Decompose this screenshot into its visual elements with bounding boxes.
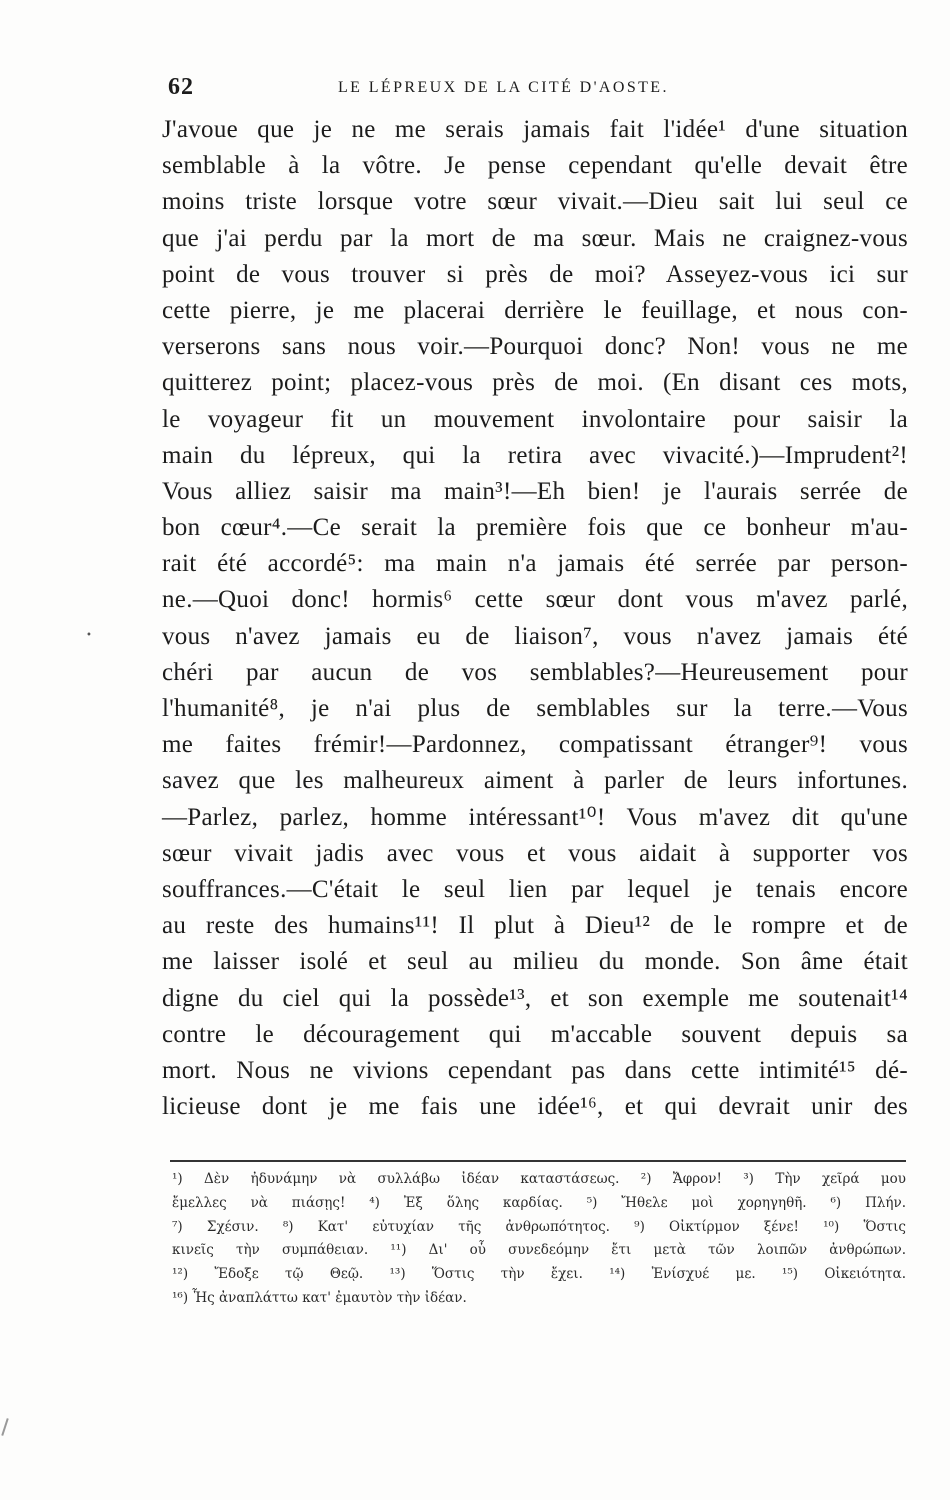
body-line: contre le découragement qui m'accable souvent depuis sa [162, 1020, 908, 1048]
body-line: me laisser isolé et seul au milieu du monde. Son âme était [162, 948, 908, 976]
margin-scratch [1, 1418, 8, 1436]
body-line: digne du ciel qui la possède¹³, et son exemple me soutenait¹⁴ [162, 984, 908, 1012]
body-line: verserons sans nous voir.—Pourquoi donc? Non! vous ne me [162, 333, 908, 361]
body-line: point de vous trouver si près de moi? Asseyez-vous ici sur [162, 260, 908, 288]
margin-speck: • [86, 630, 92, 641]
footnote-line: ¹⁶) Ἧς ἀναπλάττω κατ' ἐμαυτὸν τὴν ἰδέαν. [172, 1289, 467, 1306]
footnote-line: κινεῖς τὴν συμπάθειαν. ¹¹) Δι' οὗ συνεδεόμην ἔτι μετὰ τῶν λοιπῶν ἀνθρώπων. [172, 1242, 906, 1259]
body-line: ne.—Quoi donc! hormis⁶ cette sœur dont vous m'avez parlé, [162, 586, 908, 614]
footnote-line: ⁷) Σχέσιν. ⁸) Κατ' εὐτυχίαν τῆς ἀνθρωπότητος. ⁹) Οἰκτίρμον ξένε! ¹⁰) Ὅστις [172, 1218, 906, 1235]
body-line: cette pierre, je me placerai derrière le feuillage, et nous con- [162, 296, 908, 324]
body-line: chéri par aucun de vos semblables?—Heureusement pour [162, 658, 908, 686]
footnotes [172, 1168, 906, 1311]
body-line: l'humanité⁸, je n'ai plus de semblables sur la terre.—Vous [162, 695, 908, 722]
running-head [168, 74, 908, 100]
footnote-line: ἔμελλες νὰ πιάσῃς! ⁴) Ἐξ ὅλης καρδίας. ⁵) Ἤθελε μοὶ χορηγηθῆ. ⁶) Πλήν. [172, 1194, 906, 1211]
body-line: au reste des humains¹¹! Il plut à Dieu¹² de le rompre et de [162, 912, 908, 940]
footnote-rule [170, 1160, 906, 1162]
body-line: semblable à la vôtre. Je pense cependant qu'elle devait être [162, 152, 908, 180]
body-line: rait été accordé⁵: ma main n'a jamais été serrée par person- [162, 550, 908, 578]
footnote-line: ¹) Δὲν ἠδυνάμην νὰ συλλάβω ἰδέαν καταστάσεως. ²) Ἄφρον! ³) Τὴν χεῖρά μου [172, 1171, 906, 1187]
body-line: savez que les malheureux aiment à parler de leurs infortunes. [162, 767, 908, 795]
body-line: mort. Nous ne vivions cependant pas dans cette intimité¹⁵ dé- [162, 1056, 908, 1084]
body-line: souffrances.—C'était le seul lien par lequel je tenais encore [162, 875, 908, 903]
body-line: licieuse dont je me fais une idée¹⁶, et qui devrait unir des [162, 1093, 908, 1121]
body-line: vous n'avez jamais eu de liaison⁷, vous n'avez jamais été [162, 622, 908, 650]
body-line: bon cœur⁴.—Ce serait la première fois que ce bonheur m'au- [162, 514, 908, 542]
page-number: 62 [168, 74, 194, 100]
body-line: main du lépreux, qui la retira avec vivacité.)—Imprudent²! [162, 441, 908, 469]
body-line: sœur vivait jadis avec vous et vous aidait à supporter vos [162, 839, 908, 867]
body-line: quitterez point; placez-vous près de moi. (En disant ces mots, [162, 369, 908, 397]
body-line: me faites frémir!—Pardonnez, compatissant étranger⁹! vous [162, 731, 908, 759]
body-text [162, 112, 908, 1125]
body-line: Vous alliez saisir ma main³!—Eh bien! je l'aurais serrée de [162, 477, 908, 505]
footnote-line: ¹²) Ἔδοξε τῷ Θεῷ. ¹³) Ὅστις τὴν ἔχει. ¹⁴) Ἐνίσχυέ με. ¹⁵) Οἰκειότητα. [172, 1266, 906, 1283]
body-line: que j'ai perdu par la mort de ma sœur. Mais ne craignez-vous [162, 224, 908, 252]
body-line: J'avoue que je ne me serais jamais fait l'idée¹ d'une situation [162, 116, 908, 143]
body-line: le voyageur fit un mouvement involontaire pour saisir la [162, 405, 908, 433]
body-line: —Parlez, parlez, homme intéressant¹⁰! Vous m'avez dit qu'une [162, 803, 908, 831]
body-line: moins triste lorsque votre sœur vivait.—Dieu sait lui seul ce [162, 188, 908, 216]
running-title: LE LÉPREUX DE LA CITÉ D'AOSTE. [338, 79, 669, 96]
